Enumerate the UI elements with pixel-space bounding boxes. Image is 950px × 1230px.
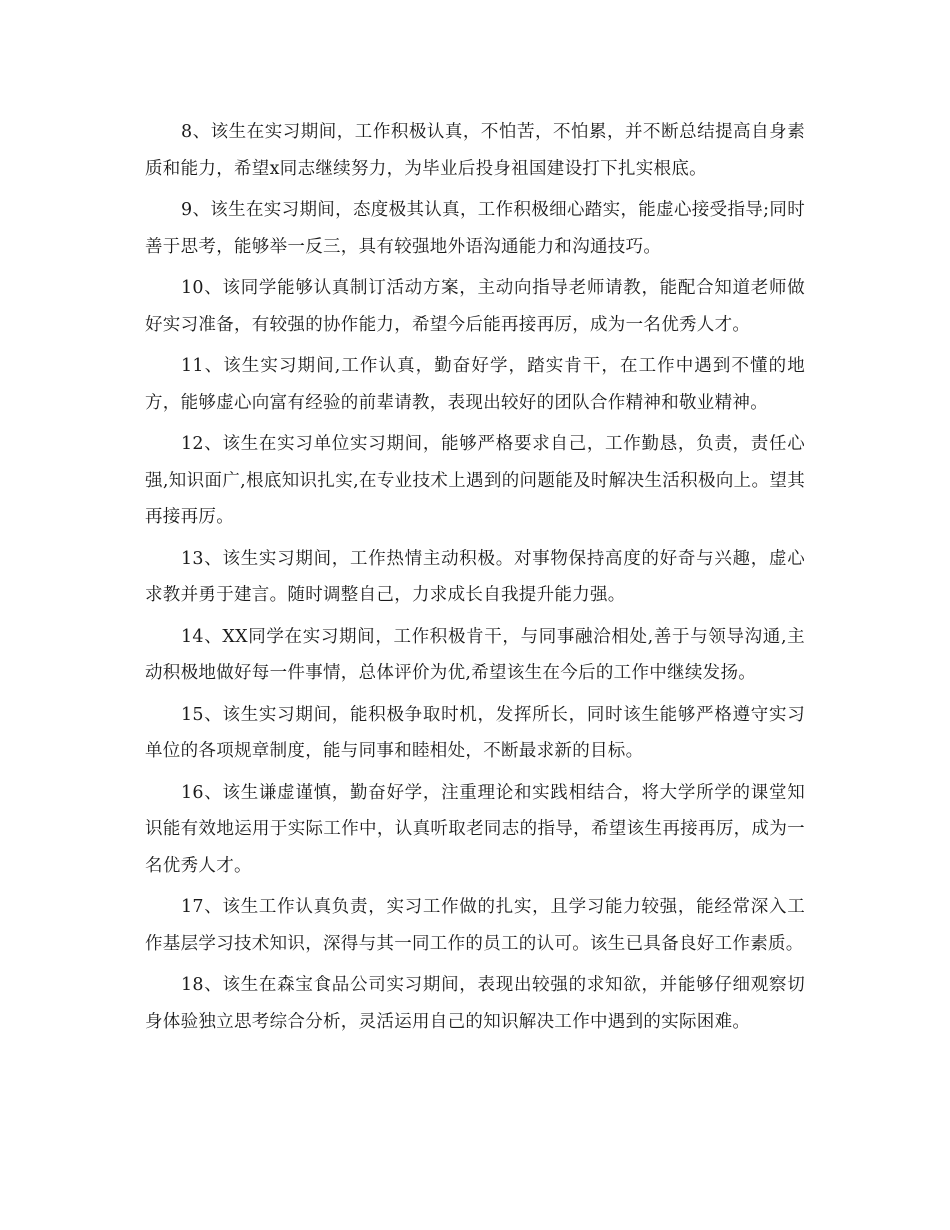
paragraph-10: 10、该同学能够认真制订活动方案，主动向指导老师请教，能配合知道老师做好实习准备，有较强的协作能力，希望今后能再接再厉，成为一名优秀人才。 [145,278,805,335]
paragraph-9: 9、该生在实习期间，态度极其认真，工作积极细心踏实，能虚心接受指导;同时善于思考，能够举一反三，具有较强地外语沟通能力和沟通技巧。 [145,200,805,257]
paragraph-16: 16、该生谦虚谨慎，勤奋好学，注重理论和实践相结合，将大学所学的课堂知识能有效地运用于实际工作中，认真听取老同志的指导，希望该生再接再厉，成为一名优秀人才。 [145,782,805,876]
paragraph-18: 18、该生在森宝食品公司实习期间，表现出较强的求知欲，并能够仔细观察切身体验独立思考综合分析，灵活运用自己的知识解决工作中遇到的实际困难。 [145,975,805,1032]
document-body [145,114,805,1045]
paragraph-15: 15、该生实习期间，能积极争取时机，发挥所长，同时该生能够严格遵守实习单位的各项规章制度，能与同事和睦相处，不断最求新的目标。 [145,704,805,761]
paragraph-11: 11、该生实习期间,工作认真，勤奋好学，踏实肯干，在工作中遇到不懂的地方，能够虚心向富有经验的前辈请教，表现出较好的团队合作精神和敬业精神。 [145,356,805,413]
paragraph-17: 17、该生工作认真负责，实习工作做的扎实，且学习能力较强，能经常深入工作基层学习技术知识，深得与其一同工作的员工的认可。该生已具备良好工作素质。 [145,897,805,954]
paragraph-8: 8、该生在实习期间，工作积极认真，不怕苦，不怕累，并不断总结提高自身素质和能力，希望x同志继续努力，为毕业后投身祖国建设打下扎实根底。 [145,122,805,179]
paragraph-13: 13、该生实习期间，工作热情主动积极。对事物保持高度的好奇与兴趣，虚心求教并勇于建言。随时调整自己，力求成长自我提升能力强。 [145,548,805,605]
paragraph-12: 12、该生在实习单位实习期间，能够严格要求自己，工作勤恳，负责，责任心强,知识面广,根底知识扎实,在专业技术上遇到的问题能及时解决生活积极向上。望其再接再厉。 [145,434,805,527]
paragraph-14: 14、XX同学在实习期间，工作积极肯干，与同事融洽相处,善于与领导沟通,主动积极地做好每一件事情，总体评价为优,希望该生在今后的工作中继续发扬。 [145,626,805,683]
